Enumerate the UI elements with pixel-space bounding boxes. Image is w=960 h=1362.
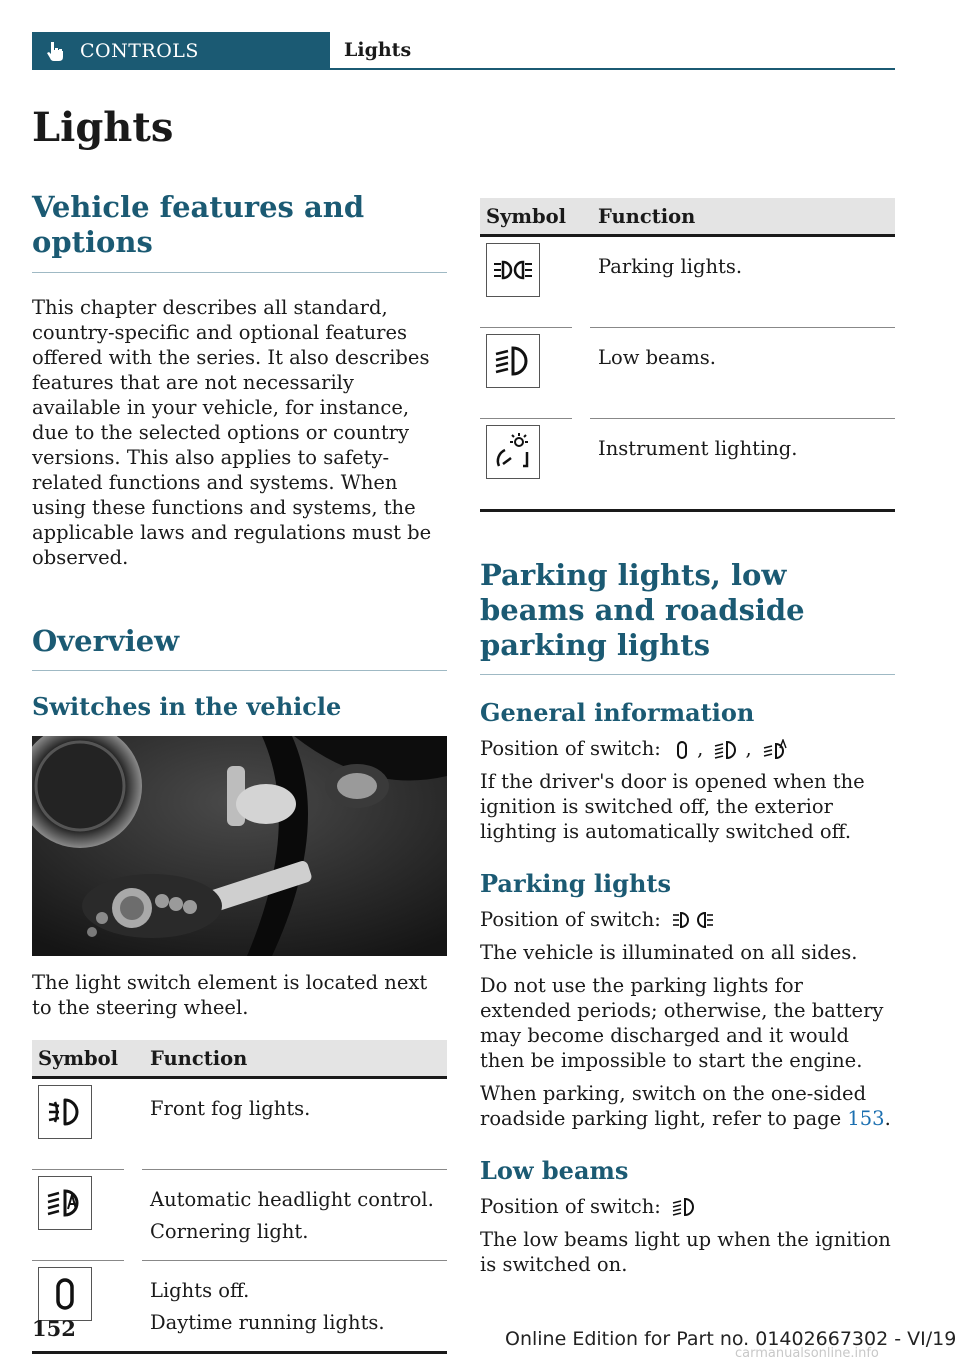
table-row — [32, 1170, 447, 1261]
heading-parking-low-beams: Parking lights, low beams and roadside parking lights — [480, 558, 895, 675]
parking-lights-icon — [671, 909, 715, 931]
separator: , — [745, 737, 752, 761]
function-text: Daytime running lights. — [150, 1311, 385, 1335]
function-text: Cornering light. — [150, 1220, 309, 1244]
heading-vehicle-features: Vehicle features and options — [32, 190, 447, 273]
position-label: Position of switch: — [480, 737, 661, 761]
general-paragraph: If the driver's door is opened when the ignition is switched off, the exterior lighting is automatically switched off. — [480, 770, 865, 844]
right-column — [480, 198, 895, 1277]
function-text: Instrument lighting. — [598, 437, 798, 460]
photo-caption: The light switch element is located next to the steering wheel. — [32, 971, 428, 1020]
table-row — [480, 328, 895, 419]
function-text: Automatic headlight control. — [150, 1188, 434, 1212]
heading-parking-lights: Parking lights — [480, 869, 671, 899]
parking-position-line — [480, 907, 895, 932]
page-title: Lights — [32, 104, 174, 151]
watermark: carmanualsonline.info — [735, 1346, 879, 1361]
low-beams-paragraph: The low beams light up when the ignition is switched on. — [480, 1227, 891, 1276]
low-beams-icon — [713, 739, 741, 761]
page-number: 152 — [32, 1316, 76, 1341]
separator: , — [697, 737, 704, 761]
table-row — [32, 1261, 447, 1353]
table-row — [32, 1078, 447, 1170]
general-position-line — [480, 736, 895, 761]
parking-lights-icon — [491, 248, 535, 292]
lights-off-icon — [43, 1272, 87, 1316]
heading-low-beams: Low beams — [480, 1155, 629, 1185]
footer-edition: Online Edition for Part no. 01402667302 - VI/19 — [505, 1328, 957, 1350]
automatic-headlight-icon — [762, 739, 790, 761]
light-switch-photo — [32, 736, 447, 956]
hand-pointer-icon — [44, 40, 66, 62]
period: . — [884, 1106, 891, 1130]
col-function: Function — [590, 198, 895, 236]
front-fog-lights-icon — [43, 1090, 87, 1134]
lights-off-icon — [671, 739, 693, 761]
chapter-title: Lights — [344, 39, 412, 61]
heading-overview: Overview — [32, 624, 447, 672]
parking-text: When parking, switch on the one-sided roadside parking light, refer to page — [480, 1081, 867, 1130]
table-row — [480, 236, 895, 328]
col-symbol: Symbol — [480, 198, 590, 236]
chapter-header — [330, 32, 895, 70]
low-position-line — [480, 1194, 895, 1219]
heading-general-information: General information — [480, 698, 755, 728]
function-text: Low beams. — [598, 346, 716, 369]
page-reference-link[interactable]: 153 — [847, 1106, 885, 1130]
function-text: Lights off. — [150, 1279, 250, 1303]
function-text: Parking lights. — [598, 255, 743, 278]
heading-switches-in-vehicle: Switches in the vehicle — [32, 692, 342, 722]
low-beams-icon — [671, 1196, 699, 1218]
left-column — [32, 190, 447, 1354]
features-paragraph: This chapter describes all standard, country-specific and optional features offered with the series. It also describes features that are not necessarily available in your vehicle, for instance, due to the selected options or country versions. This also applies to safety-related functions and systems. When using these functions and systems, the applicable laws and regulations must be observed. — [32, 295, 432, 569]
parking-paragraph-2: Do not use the parking lights for extended periods; otherwise, the battery may become discharged and it would then be impossible to start the engine. — [480, 973, 884, 1072]
parking-paragraph-3 — [480, 1081, 895, 1131]
automatic-headlight-icon — [43, 1181, 87, 1225]
function-text: Front fog lights. — [150, 1097, 311, 1121]
col-function: Function — [142, 1040, 447, 1078]
instrument-lighting-icon — [491, 430, 535, 474]
table-row — [480, 419, 895, 511]
symbol-table-left — [32, 1040, 447, 1354]
symbol-table-right — [480, 198, 895, 512]
low-beams-icon — [491, 339, 535, 383]
position-label: Position of switch: — [480, 1194, 661, 1218]
position-label: Position of switch: — [480, 907, 661, 931]
section-name: CONTROLS — [80, 40, 199, 62]
col-symbol: Symbol — [32, 1040, 142, 1078]
parking-paragraph-1: The vehicle is illuminated on all sides. — [480, 940, 858, 964]
section-header — [32, 32, 330, 70]
